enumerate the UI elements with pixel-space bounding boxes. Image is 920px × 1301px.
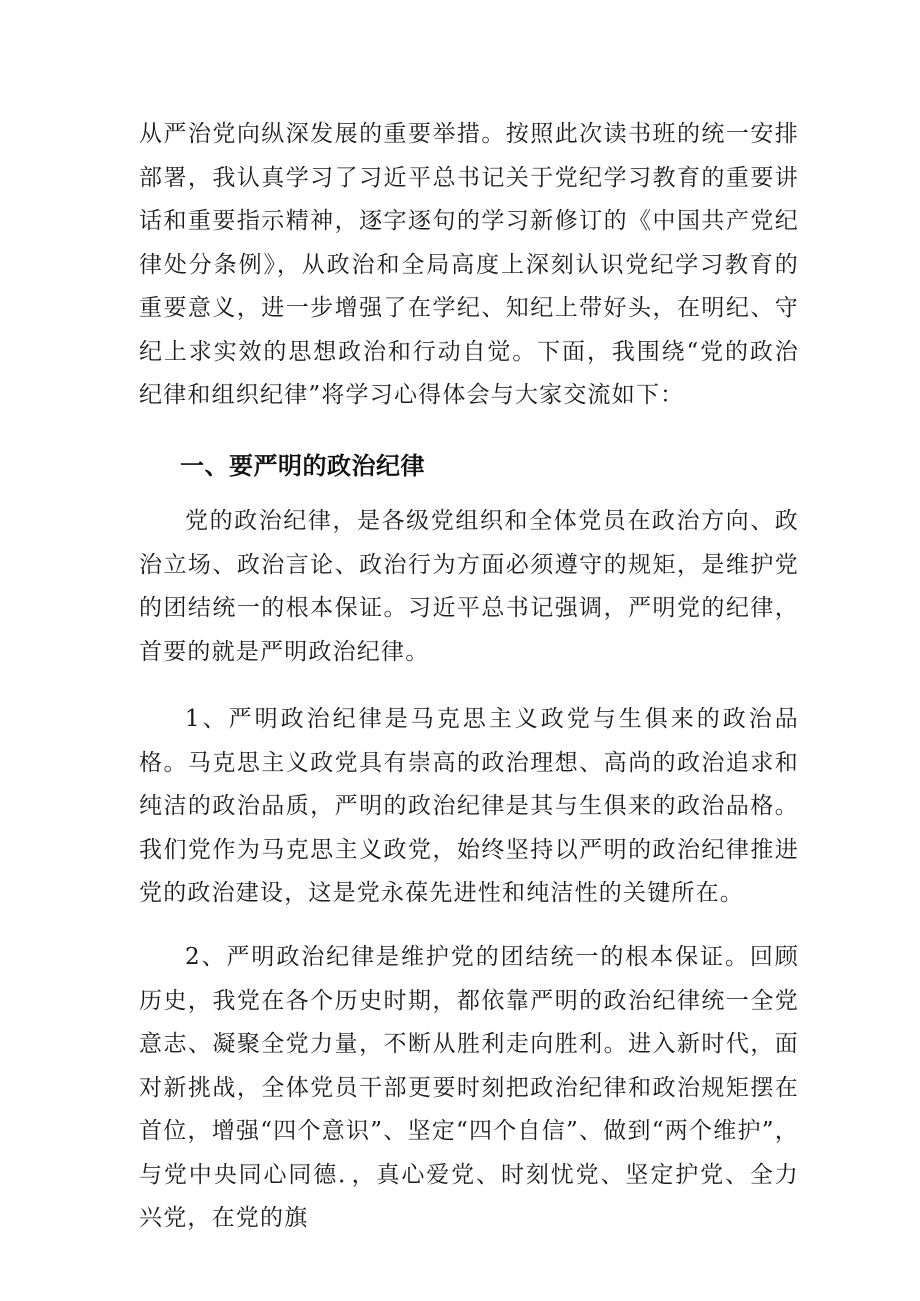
section-heading: 一、要严明的政治纪律	[180, 452, 425, 480]
political-discipline-paragraph: 党的政治纪律，是各级党组织和全体党员在政治方向、政治立场、政治言论、政治行为方面必须遵守的规矩，是维护党的团结统一的根本保证。习近平总书记强调，严明党的纪律，首要的就是严明政治纪律。	[139, 508, 799, 665]
intro-paragraph: 从严治党向纵深发展的重要举措。按照此次读书班的统一安排部署，我认真学习了习近平总书记关于党纪学习教育的重要讲话和重要指示精神，逐字逐句的学习新修订的《中国共产党纪律处分条例》，从政治和全局高度上深刻认识党纪学习教育的重要意义，进一步增强了在学纪、知纪上带好头，在明纪、守纪上求实效的思想政治和行动自觉。下面，我围绕“党的政治纪律和组织纪律”将学习心得体会与大家交流如下：	[139, 121, 799, 408]
item-2-paragraph: 2、严明政治纪律是维护党的团结统一的根本保证。回顾历史，我党在各个历史时期，都依靠严明的政治纪律统一全党意志、凝聚全党力量，不断从胜利走向胜利。进入新时代，面对新挑战，全体党员干部更要时刻把政治纪律和政治规矩摆在首位，增强“四个意识”、坚定“四个自信”、做到“两个维护”，与党中央同心同德．，真心爱党、时刻忧党、坚定护党、全力兴党，在党的旗	[139, 944, 799, 1231]
item-1-paragraph: 1、严明政治纪律是马克思主义政党与生俱来的政治品格。马克思主义政党具有崇高的政治理想、高尚的政治追求和纯洁的政治品质，严明的政治纪律是其与生俱来的政治品格。我们党作为马克思主义政党，始终坚持以严明的政治纪律推进党的政治建设，这是党永葆先进性和纯洁性的关键所在。	[139, 706, 799, 906]
